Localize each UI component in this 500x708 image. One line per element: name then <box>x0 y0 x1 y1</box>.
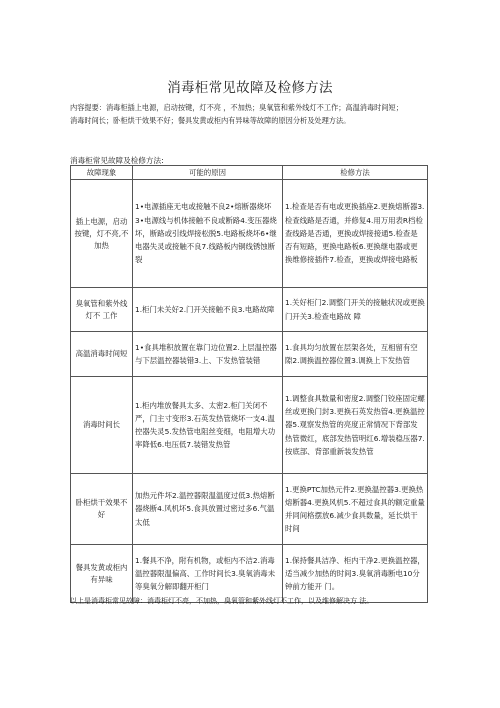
fix-cell: 1.调整食具数量和密度2.调整门铰座固定螺丝或更换门封3.更换石英发热管4.更换温控器5.观察发热管的亮度正常情况下背部发热管微红，底部发热管明红6.增装稳压器7.按底部、背部重新装发热管 <box>283 377 428 474</box>
fix-cell: 1.更换PTC加热元件2.更换温控器3.更换热熔断器4.更换风机5.不超过食具的额定重量并同间格摆放6.减少食具数量，延长烘干时间 <box>283 474 428 545</box>
summary-paragraph: 内容提要：消毒柜插上电源，启动按键，灯不亮 ，不加热；臭氧管和紫外线灯不工作；高温消毒时间短；消毒时间长；卧柜烘干效果不好；餐具发黄或柜内有异味等故障的原因分析及处理方法。 <box>70 103 403 126</box>
table-row <box>71 288 428 332</box>
symptom-cell: 卧柜烘干效果不好 <box>71 474 133 545</box>
table-row <box>71 332 428 377</box>
causes-cell: 1•食具堆积放置在靠门边位置2.上层温控器与下层温控器装错3.上、下发热管装错 <box>133 332 283 377</box>
fix-cell: 1.保持餐具洁净、柜内干净2.更换温控器，适当减少加热的时间3.臭氧消毒断电10分钟前方能开 门。 <box>283 545 428 603</box>
fix-cell: 1.食具均匀放置在层架各处，互相留有空隙2.调换温控器位置3.调换上下发热管 <box>283 332 428 377</box>
causes-cell: 1•电源插座无电或接触不良2•熔断器烧坏3•电源线与机体接触不良或断路4.变压器烧坏，断路或引线焊接松脱5.电路板烧坏6•继电器失灵或接触不良7.线路板内铜线锈蚀断裂 <box>133 180 283 288</box>
footer-note: 以上是消毒柜常见故障：消毒柜灯不亮，不加热，臭氧管和紫外线灯不工作，以及维修解决方 法。 <box>70 597 374 605</box>
table-header-row <box>71 166 428 180</box>
symptom-cell: 消毒时间长 <box>71 377 133 474</box>
table-row <box>71 377 428 474</box>
section-heading: 消毒柜常见故障及检修方法: <box>70 156 164 165</box>
document-title: 消毒柜常见故障及检修方法 <box>167 80 333 96</box>
header-symptom: 故障现象 <box>71 166 133 180</box>
fix-cell: 1.关好柜门2.调整门开关的接触状况或更换门开关3.检查电路故 障 <box>283 288 428 332</box>
causes-cell: 1.餐具不净，附有机物，或柜内不洁2.消毒温控器限温偏高、工作时间长3.臭氧消毒未等臭氧分解即翻开柜门 <box>133 545 283 603</box>
symptom-cell: 高温消毒时间短 <box>71 332 133 377</box>
fix-cell: 1.检查是否有电或更换插座2.更换熔断器3.检查线路是否通，并修复4.用万用表R档检查线路是否通，更换或焊接接通5.检查是否有短路，更换电路板6.更换继电器或更换维修接插件7.检查，更换或焊接电路板 <box>283 180 428 288</box>
symptom-cell: 插上电源，启动按键，灯不亮,不加热 <box>71 180 133 288</box>
causes-cell: 1.柜内堆放餐具太多、太密2.柜门关闭不严，门主寸变形3.石英发热管烧坏一支4.温控器失灵5.发热管电阻丝变细，电阻增大功率降低6.电压低7.装错发热管 <box>133 377 283 474</box>
table-row <box>71 180 428 288</box>
fault-table <box>70 165 428 603</box>
header-fix: 检修方法 <box>283 166 428 180</box>
table-row <box>71 545 428 603</box>
symptom-cell: 臭氧管和紫外线灯不 工作 <box>71 288 133 332</box>
header-causes: 可能的原因 <box>133 166 283 180</box>
causes-cell: 加热元件坏2.温控器限温温度过低3.热熔断器烧断4.风机坏5.食具放置过密过多6.气温太低 <box>133 474 283 545</box>
symptom-cell: 餐具发黄或柜内有异味 <box>71 545 133 603</box>
causes-cell: 1.柜门未关好2.门开关接触不良3.电路故障 <box>133 288 283 332</box>
table-row <box>71 474 428 545</box>
